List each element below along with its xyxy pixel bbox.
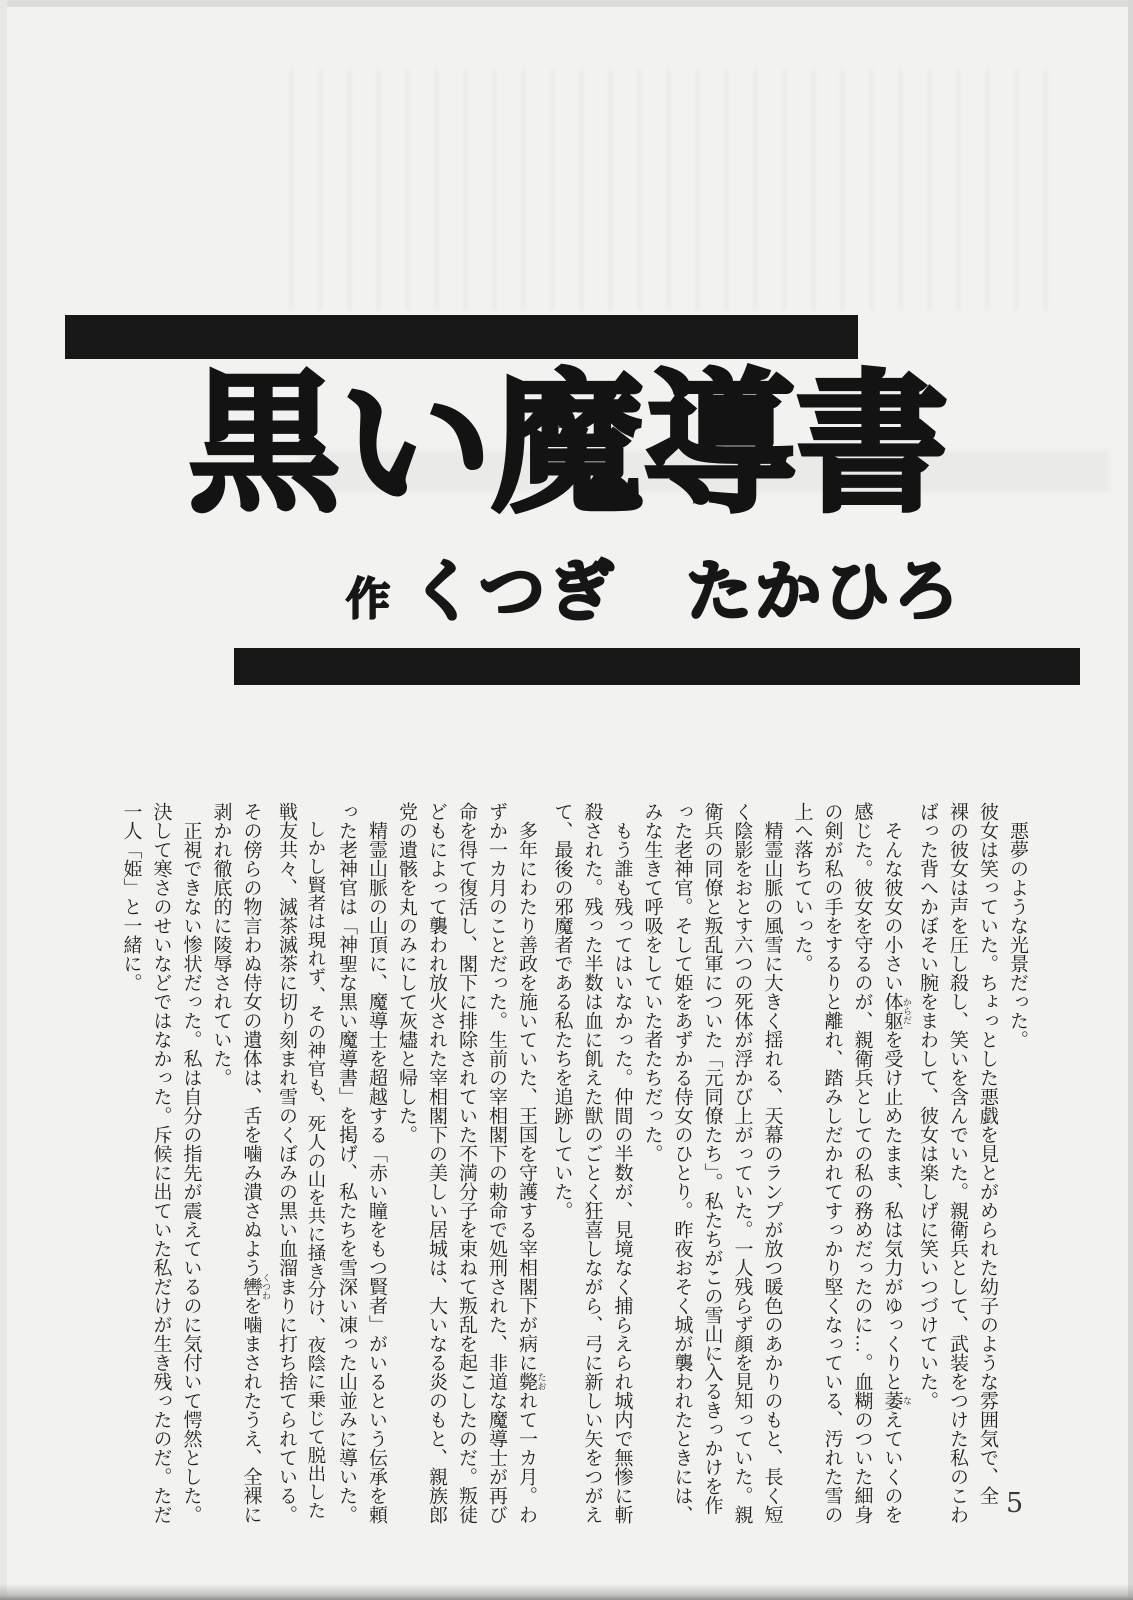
text-column: ばった背へかぼそい腕をまわして、彼女は楽しげに笑いつづけていた。	[917, 802, 938, 1410]
text-column: そんな彼女の小さい体躯 からだを受け止めたまま、私は気力がゆっくりと萎 なえていくのを	[881, 821, 912, 1524]
text-column: 命を得て復活し、閣下に排除されていた不満分子を束ねて叛乱を起こしたのだ。叛徒	[456, 802, 477, 1524]
text-column: の剣が私の手をするりと離れ、踏みしだかれてすっかり堅くなっている、汚れた雪の	[821, 802, 843, 1524]
author-line	[346, 538, 962, 633]
text-column: 感じた。彼女を守るのが、親衛兵としての私の務めだったのに…。血糊のついた細身	[851, 802, 873, 1524]
text-column: もう誰も残ってはいなかった。仲間の半数が、見境なく捕らえられ城内で無惨に斬	[611, 821, 633, 1524]
scan-edge-top	[0, 0, 1133, 7]
text-column: 裸の彼女は声を圧し殺し、笑いを含んでいた。親衛兵として、武装をつけた私のこわ	[947, 802, 968, 1524]
bleed-through-text-artifact	[290, 70, 1060, 310]
title-top-bar	[65, 315, 858, 359]
text-column: 悪夢のような光景だった。	[1007, 821, 1028, 1049]
scan-edge-bottom	[0, 1584, 1133, 1600]
text-column: 彼女は笑っていた。ちょっとした悪戯を見とがめられた幼子のような雰囲気で、全	[977, 802, 998, 1505]
text-column: 精霊山脈の山頂に、魔導士を超越する「赤い瞳をもつ賢者」がいるという伝承を頼	[366, 821, 387, 1524]
text-column: 精霊山脈の風雪に大きく揺れる、天幕のランプが放つ暖色のあかりのもと、長く短	[761, 821, 783, 1524]
text-column: しかし賢者は現れず、その神官も、死人の山を共に掻き分け、夜陰に乗じて脱出した	[306, 820, 326, 1520]
author-prefix-label: 作	[346, 575, 390, 624]
story-title: 黒い魔導書	[188, 360, 948, 530]
title-bottom-bar	[234, 648, 1080, 685]
page-number: 5	[1006, 1488, 1024, 1519]
text-column: 多年にわたり善政を施いていた、王国を守護する宰相閣下が病に斃 たおれて一カ月。わ	[516, 821, 547, 1524]
author-name: くつぎ たかひろ	[410, 554, 962, 628]
text-column: 戦友共々、滅茶滅茶に切り刻まれ雪のくぼみの黒い血溜まりに打ち捨てられている。	[276, 802, 297, 1524]
text-column: どもによって襲われ放火された宰相閣下の美しい居城は、大いなる炎のもと、親族郎	[426, 802, 447, 1524]
text-column: 決して寒さのせいなどではなかった。斥候に出ていた私だけが生き残ったのだ。ただ	[150, 802, 172, 1524]
text-column: った老神官。そして姫をあずかる侍女のひとり。昨夜おそく城が襲われたときには、	[671, 802, 693, 1524]
text-column: 衛兵の同僚と叛乱軍についた「元同僚たち」。私たちがこの雪山に入るきっかけを作	[701, 802, 723, 1515]
text-column: 殺された。残った半数は血に飢えた獣のごとく狂喜しながら、弓に新しい矢をつがえ	[581, 802, 603, 1524]
text-column: った老神官は「神聖な黒い魔導書」を掲げ、私たちを雪深い凍った山並みに導いた。	[336, 802, 357, 1524]
text-column: みな生きて呼吸をしていた者たちだった。	[641, 802, 663, 1163]
text-column: て、最後の邪魔者である私たちを追跡していた。	[551, 802, 573, 1220]
text-column: その傍らの物言わぬ侍女の遺体は、舌を噛み潰さぬよう轡 くつわを噛まされたうえ、全裸に	[240, 802, 271, 1524]
scan-edge-left	[0, 0, 7, 1600]
scan-edge-right	[1128, 0, 1133, 1600]
text-column: く陰影をおとす六つの死体が浮かび上がっていた。一人残らず顔を見知っていた。親	[731, 802, 753, 1524]
text-column: 正視できない惨状だった。私は自分の指先が震えているのに気付いて愕然とした。	[180, 821, 202, 1524]
text-column: ずか一カ月のことだった。生前の宰相閣下の勅命で処刑された、非道な魔導士が再び	[486, 802, 507, 1524]
story-body	[120, 802, 1032, 1524]
text-column: 一人「姫」と一緒に。	[120, 802, 142, 992]
text-column: 上へ落ちていった。	[791, 802, 813, 973]
text-column: 剥かれ徹底的に陵辱されていた。	[210, 802, 232, 1087]
text-column: 党の遺骸を丸のみにして灰燼と帰した。	[396, 802, 417, 1144]
